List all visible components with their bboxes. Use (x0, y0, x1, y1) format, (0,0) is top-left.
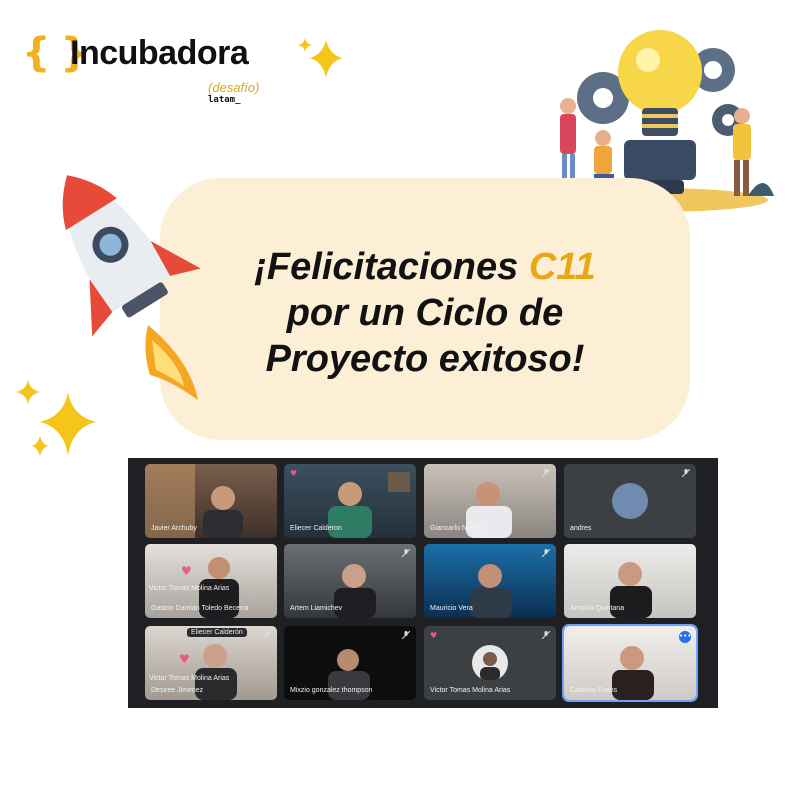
heart-icon: ♥ (290, 469, 298, 478)
headline-text (160, 244, 690, 382)
logo-braces: { } (22, 30, 87, 76)
headline-line-1 (160, 244, 690, 290)
participant-tile[interactable] (145, 544, 277, 618)
sparkle-icon (14, 376, 104, 466)
participant-name: Mauricio Vera (430, 605, 473, 612)
sparkle-icon (296, 36, 346, 82)
heart-icon: ♥ (179, 652, 190, 666)
participant-tile[interactable] (424, 626, 556, 700)
microphone-off-icon (682, 469, 690, 477)
caption-speaker: Victor Tomas Molina Arias (149, 585, 230, 592)
participant-tile[interactable] (284, 626, 416, 700)
participant-name: Mixzio gonzalez thompson (290, 687, 373, 694)
participant-name: Gaston Damián Toledo Becerra (151, 605, 249, 612)
microphone-off-icon (542, 631, 550, 639)
rocket-icon (30, 150, 220, 410)
heart-icon: ♥ (430, 631, 438, 640)
avatar (472, 645, 508, 681)
participant-tile[interactable] (284, 544, 416, 618)
participant-name: Desiree Jimenez (151, 687, 204, 694)
headline-line-3: Proyecto exitoso! (265, 338, 585, 380)
participant-name: Eliecer Calderon (290, 525, 342, 532)
headline-prefix: ¡Felicitaciones (254, 246, 529, 288)
incubadora-logo (22, 30, 282, 110)
participant-name: Giancarlo Noreda (430, 525, 485, 532)
participant-name: Victor Tomas Molina Arias (430, 687, 511, 694)
participant-tile[interactable] (145, 626, 277, 700)
participant-tile[interactable] (564, 544, 696, 618)
participant-name: Antonia Quintana (570, 605, 625, 612)
participant-tile[interactable] (424, 544, 556, 618)
participant-tile[interactable] (564, 626, 696, 700)
participant-tile[interactable] (424, 464, 556, 538)
logo-sub-brand: (desafío) (208, 80, 260, 95)
participant-tile[interactable] (564, 464, 696, 538)
participant-name: Javier Archuby (151, 525, 197, 532)
participant-tile[interactable] (284, 464, 416, 538)
speaker-tag: Eliecer Calderón (187, 628, 247, 637)
video-call-grid (128, 458, 718, 708)
caption-speaker: Victor Tomas Molina Arias (149, 675, 230, 682)
headline-line-2: por un Ciclo de (286, 292, 564, 334)
headline-cohort: C11 (528, 246, 596, 288)
participant-name: Artem Liamichev (290, 605, 343, 612)
participant-name: andres (570, 525, 592, 532)
avatar (612, 483, 648, 519)
heart-icon: ♥ (181, 564, 192, 578)
more-options-icon[interactable]: ••• (679, 631, 691, 643)
participant-tile[interactable] (145, 464, 277, 538)
participant-name: Catalina Evans (570, 687, 618, 694)
logo-wordmark: Incubadora (70, 34, 249, 72)
logo-sub-brand-region: latam_ (208, 95, 241, 105)
